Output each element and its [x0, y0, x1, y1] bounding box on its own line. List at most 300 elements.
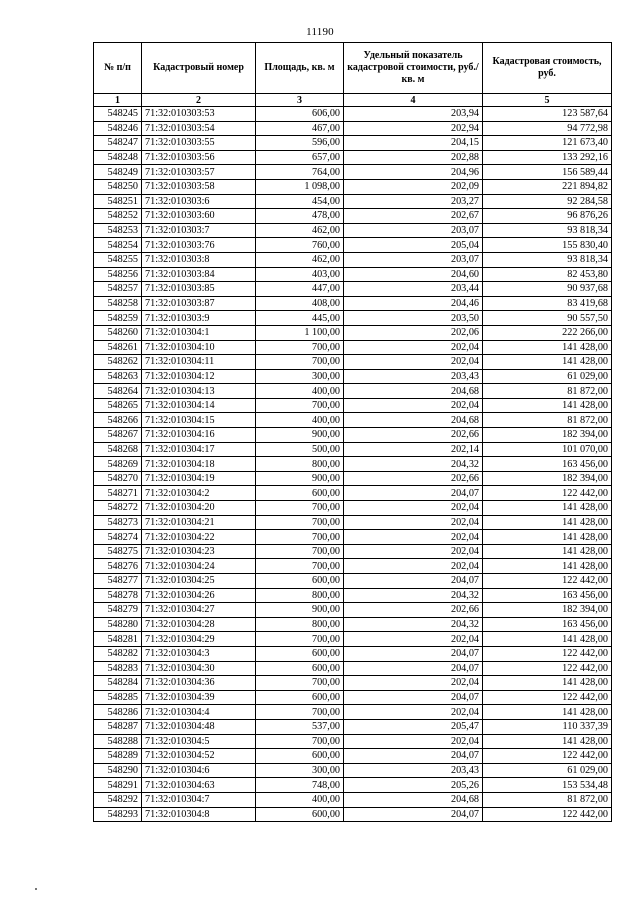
table-row	[94, 501, 612, 516]
cadastral-cost-cell: 141 428,00	[483, 544, 612, 559]
cadastral-number-cell: 71:32:010304:48	[142, 719, 256, 734]
area-cell: 600,00	[256, 749, 344, 764]
table-row	[94, 355, 612, 370]
cadastral-cost-cell: 96 876,26	[483, 209, 612, 224]
cadastral-number-cell: 71:32:010304:2	[142, 486, 256, 501]
table-row	[94, 807, 612, 822]
table-row	[94, 661, 612, 676]
table-row	[94, 267, 612, 282]
cadastral-number-cell: 71:32:010304:4	[142, 705, 256, 720]
area-cell: 700,00	[256, 544, 344, 559]
cadastral-cost-cell: 163 456,00	[483, 588, 612, 603]
row-number-cell: 548269	[94, 457, 142, 472]
specific-cost-rate-cell: 202,04	[344, 501, 483, 516]
cadastral-cost-cell: 182 394,00	[483, 471, 612, 486]
cadastral-number-cell: 71:32:010304:52	[142, 749, 256, 764]
cadastral-number-cell: 71:32:010304:29	[142, 632, 256, 647]
row-number-cell: 548282	[94, 646, 142, 661]
cadastral-cost-cell: 122 442,00	[483, 486, 612, 501]
specific-cost-rate-cell: 202,09	[344, 179, 483, 194]
cadastral-number-cell: 71:32:010304:14	[142, 398, 256, 413]
cadastral-cost-cell: 141 428,00	[483, 632, 612, 647]
area-cell: 454,00	[256, 194, 344, 209]
area-cell: 600,00	[256, 486, 344, 501]
table-row	[94, 413, 612, 428]
cadastral-number-cell: 71:32:010303:8	[142, 252, 256, 267]
table-row	[94, 384, 612, 399]
area-cell: 700,00	[256, 501, 344, 516]
cadastral-cost-cell: 90 937,68	[483, 282, 612, 297]
cadastral-cost-cell: 90 557,50	[483, 311, 612, 326]
specific-cost-rate-cell: 202,14	[344, 442, 483, 457]
specific-cost-rate-cell: 204,07	[344, 574, 483, 589]
specific-cost-rate-cell: 205,26	[344, 778, 483, 793]
specific-cost-rate-cell: 203,07	[344, 252, 483, 267]
cadastral-cost-cell: 82 453,80	[483, 267, 612, 282]
area-cell: 700,00	[256, 676, 344, 691]
row-number-cell: 548264	[94, 384, 142, 399]
column-number: 1	[94, 94, 142, 107]
cadastral-cost-cell: 101 070,00	[483, 442, 612, 457]
cadastral-number-cell: 71:32:010304:5	[142, 734, 256, 749]
table-row	[94, 646, 612, 661]
row-number-cell: 548288	[94, 734, 142, 749]
specific-cost-rate-cell: 202,04	[344, 515, 483, 530]
cadastral-number-cell: 71:32:010304:21	[142, 515, 256, 530]
header-cadastral-number: Кадастровый номер	[142, 43, 256, 94]
cadastral-number-cell: 71:32:010304:36	[142, 676, 256, 691]
cadastral-cost-cell: 122 442,00	[483, 661, 612, 676]
table-row	[94, 603, 612, 618]
cadastral-cost-cell: 92 284,58	[483, 194, 612, 209]
row-number-cell: 548262	[94, 355, 142, 370]
row-number-cell: 548290	[94, 763, 142, 778]
area-cell: 700,00	[256, 705, 344, 720]
table-row	[94, 150, 612, 165]
specific-cost-rate-cell: 202,66	[344, 428, 483, 443]
cadastral-number-cell: 71:32:010304:10	[142, 340, 256, 355]
cadastral-cost-cell: 155 830,40	[483, 238, 612, 253]
header-cadastral-cost: Кадастровая стоимость, руб.	[483, 43, 612, 94]
cadastral-number-cell: 71:32:010304:23	[142, 544, 256, 559]
table-row	[94, 107, 612, 122]
area-cell: 760,00	[256, 238, 344, 253]
cadastral-number-cell: 71:32:010303:55	[142, 136, 256, 151]
cadastral-number-cell: 71:32:010304:6	[142, 763, 256, 778]
cadastral-number-cell: 71:32:010303:6	[142, 194, 256, 209]
area-cell: 596,00	[256, 136, 344, 151]
area-cell: 500,00	[256, 442, 344, 457]
specific-cost-rate-cell: 203,07	[344, 223, 483, 238]
cadastral-cost-cell: 141 428,00	[483, 676, 612, 691]
specific-cost-rate-cell: 202,04	[344, 632, 483, 647]
area-cell: 300,00	[256, 369, 344, 384]
area-cell: 462,00	[256, 223, 344, 238]
area-cell: 900,00	[256, 428, 344, 443]
specific-cost-rate-cell: 203,50	[344, 311, 483, 326]
cadastral-cost-cell: 141 428,00	[483, 398, 612, 413]
table-row	[94, 311, 612, 326]
row-number-cell: 548256	[94, 267, 142, 282]
table-row	[94, 296, 612, 311]
row-number-cell: 548278	[94, 588, 142, 603]
area-cell: 800,00	[256, 588, 344, 603]
cadastral-number-cell: 71:32:010304:15	[142, 413, 256, 428]
table-row	[94, 734, 612, 749]
cadastral-number-cell: 71:32:010304:30	[142, 661, 256, 676]
specific-cost-rate-cell: 203,43	[344, 763, 483, 778]
table-row	[94, 705, 612, 720]
row-number-cell: 548250	[94, 179, 142, 194]
row-number-cell: 548292	[94, 792, 142, 807]
table-row	[94, 676, 612, 691]
specific-cost-rate-cell: 203,44	[344, 282, 483, 297]
table-row	[94, 252, 612, 267]
cadastral-number-cell: 71:32:010303:60	[142, 209, 256, 224]
row-number-cell: 548252	[94, 209, 142, 224]
row-number-cell: 548247	[94, 136, 142, 151]
table-row	[94, 719, 612, 734]
row-number-cell: 548253	[94, 223, 142, 238]
area-cell: 900,00	[256, 471, 344, 486]
cadastral-cost-cell: 122 442,00	[483, 690, 612, 705]
area-cell: 462,00	[256, 252, 344, 267]
specific-cost-rate-cell: 205,47	[344, 719, 483, 734]
cadastral-cost-cell: 141 428,00	[483, 355, 612, 370]
specific-cost-rate-cell: 202,04	[344, 355, 483, 370]
cadastral-number-cell: 71:32:010304:25	[142, 574, 256, 589]
column-number: 4	[344, 94, 483, 107]
specific-cost-rate-cell: 204,46	[344, 296, 483, 311]
cadastral-number-cell: 71:32:010303:58	[142, 179, 256, 194]
area-cell: 408,00	[256, 296, 344, 311]
row-number-cell: 548261	[94, 340, 142, 355]
row-number-cell: 548272	[94, 501, 142, 516]
row-number-cell: 548246	[94, 121, 142, 136]
specific-cost-rate-cell: 204,32	[344, 588, 483, 603]
cadastral-number-cell: 71:32:010304:27	[142, 603, 256, 618]
cadastral-number-cell: 71:32:010304:24	[142, 559, 256, 574]
area-cell: 657,00	[256, 150, 344, 165]
table-row	[94, 340, 612, 355]
row-number-cell: 548293	[94, 807, 142, 822]
cadastral-cost-cell: 122 442,00	[483, 807, 612, 822]
header-row-number: № п/п	[94, 43, 142, 94]
header-area: Площадь, кв. м	[256, 43, 344, 94]
specific-cost-rate-cell: 202,04	[344, 530, 483, 545]
area-cell: 400,00	[256, 792, 344, 807]
cadastral-number-cell: 71:32:010304:18	[142, 457, 256, 472]
table-row	[94, 749, 612, 764]
area-cell: 467,00	[256, 121, 344, 136]
cadastral-cost-cell: 83 419,68	[483, 296, 612, 311]
column-number: 5	[483, 94, 612, 107]
cadastral-number-cell: 71:32:010303:84	[142, 267, 256, 282]
area-cell: 700,00	[256, 632, 344, 647]
area-cell: 478,00	[256, 209, 344, 224]
table-row	[94, 574, 612, 589]
row-number-cell: 548251	[94, 194, 142, 209]
table-row	[94, 223, 612, 238]
column-number: 2	[142, 94, 256, 107]
row-number-cell: 548284	[94, 676, 142, 691]
cadastral-cost-cell: 141 428,00	[483, 340, 612, 355]
area-cell: 1 098,00	[256, 179, 344, 194]
specific-cost-rate-cell: 203,94	[344, 107, 483, 122]
row-number-cell: 548245	[94, 107, 142, 122]
cadastral-number-cell: 71:32:010304:1	[142, 325, 256, 340]
area-cell: 400,00	[256, 384, 344, 399]
table-row	[94, 617, 612, 632]
area-cell: 764,00	[256, 165, 344, 180]
cadastral-number-cell: 71:32:010304:16	[142, 428, 256, 443]
area-cell: 700,00	[256, 515, 344, 530]
table-row	[94, 559, 612, 574]
table-row	[94, 428, 612, 443]
area-cell: 600,00	[256, 574, 344, 589]
row-number-cell: 548255	[94, 252, 142, 267]
area-cell: 400,00	[256, 413, 344, 428]
area-cell: 600,00	[256, 807, 344, 822]
cadastral-cost-cell: 121 673,40	[483, 136, 612, 151]
row-number-cell: 548270	[94, 471, 142, 486]
table-row	[94, 792, 612, 807]
cadastral-cost-cell: 61 029,00	[483, 763, 612, 778]
table-row	[94, 544, 612, 559]
cadastral-cost-cell: 93 818,34	[483, 223, 612, 238]
cadastral-number-cell: 71:32:010304:7	[142, 792, 256, 807]
table-row	[94, 530, 612, 545]
area-cell: 600,00	[256, 661, 344, 676]
cadastral-cost-cell: 81 872,00	[483, 792, 612, 807]
cadastral-cost-cell: 123 587,64	[483, 107, 612, 122]
row-number-cell: 548274	[94, 530, 142, 545]
row-number-cell: 548283	[94, 661, 142, 676]
specific-cost-rate-cell: 204,68	[344, 413, 483, 428]
specific-cost-rate-cell: 204,07	[344, 661, 483, 676]
specific-cost-rate-cell: 202,88	[344, 150, 483, 165]
cadastral-number-cell: 71:32:010304:22	[142, 530, 256, 545]
table-row	[94, 471, 612, 486]
row-number-cell: 548281	[94, 632, 142, 647]
area-cell: 900,00	[256, 603, 344, 618]
cadastral-cost-cell: 163 456,00	[483, 617, 612, 632]
specific-cost-rate-cell: 204,68	[344, 792, 483, 807]
cadastral-cost-cell: 222 266,00	[483, 325, 612, 340]
table-row	[94, 457, 612, 472]
table-row	[94, 763, 612, 778]
specific-cost-rate-cell: 203,27	[344, 194, 483, 209]
cadastral-cost-cell: 122 442,00	[483, 646, 612, 661]
cadastral-number-cell: 71:32:010304:26	[142, 588, 256, 603]
table-row	[94, 136, 612, 151]
area-cell: 800,00	[256, 617, 344, 632]
row-number-cell: 548260	[94, 325, 142, 340]
row-number-cell: 548287	[94, 719, 142, 734]
cadastral-number-cell: 71:32:010303:76	[142, 238, 256, 253]
specific-cost-rate-cell: 202,66	[344, 603, 483, 618]
area-cell: 700,00	[256, 340, 344, 355]
row-number-cell: 548285	[94, 690, 142, 705]
cadastral-number-cell: 71:32:010304:17	[142, 442, 256, 457]
cadastral-cost-cell: 81 872,00	[483, 384, 612, 399]
cadastral-number-cell: 71:32:010304:19	[142, 471, 256, 486]
specific-cost-rate-cell: 202,06	[344, 325, 483, 340]
cadastral-number-cell: 71:32:010303:7	[142, 223, 256, 238]
column-number: 3	[256, 94, 344, 107]
area-cell: 445,00	[256, 311, 344, 326]
row-number-cell: 548254	[94, 238, 142, 253]
specific-cost-rate-cell: 204,32	[344, 457, 483, 472]
area-cell: 800,00	[256, 457, 344, 472]
cadastral-cost-cell: 122 442,00	[483, 749, 612, 764]
row-number-cell: 548277	[94, 574, 142, 589]
table-body	[94, 107, 612, 822]
row-number-cell: 548275	[94, 544, 142, 559]
row-number-cell: 548265	[94, 398, 142, 413]
specific-cost-rate-cell: 202,04	[344, 705, 483, 720]
cadastral-number-cell: 71:32:010303:56	[142, 150, 256, 165]
cadastral-cost-cell: 141 428,00	[483, 705, 612, 720]
cadastral-cost-cell: 153 534,48	[483, 778, 612, 793]
cadastral-number-cell: 71:32:010303:53	[142, 107, 256, 122]
cadastral-cost-cell: 182 394,00	[483, 428, 612, 443]
scan-speck	[35, 888, 37, 890]
specific-cost-rate-cell: 202,04	[344, 340, 483, 355]
row-number-cell: 548291	[94, 778, 142, 793]
area-cell: 700,00	[256, 398, 344, 413]
row-number-cell: 548258	[94, 296, 142, 311]
cadastral-number-cell: 71:32:010304:39	[142, 690, 256, 705]
area-cell: 1 100,00	[256, 325, 344, 340]
cadastral-cost-cell: 141 428,00	[483, 734, 612, 749]
table-row	[94, 179, 612, 194]
area-cell: 447,00	[256, 282, 344, 297]
area-cell: 700,00	[256, 559, 344, 574]
row-number-cell: 548248	[94, 150, 142, 165]
specific-cost-rate-cell: 204,07	[344, 807, 483, 822]
specific-cost-rate-cell: 202,67	[344, 209, 483, 224]
specific-cost-rate-cell: 202,04	[344, 734, 483, 749]
cadastral-number-cell: 71:32:010303:85	[142, 282, 256, 297]
table-row	[94, 238, 612, 253]
specific-cost-rate-cell: 204,07	[344, 486, 483, 501]
cadastral-number-cell: 71:32:010304:12	[142, 369, 256, 384]
area-cell: 700,00	[256, 530, 344, 545]
table-row	[94, 165, 612, 180]
cadastral-value-table	[93, 42, 612, 822]
row-number-cell: 548271	[94, 486, 142, 501]
row-number-cell: 548257	[94, 282, 142, 297]
row-number-cell: 548289	[94, 749, 142, 764]
row-number-cell: 548286	[94, 705, 142, 720]
specific-cost-rate-cell: 204,68	[344, 384, 483, 399]
table-row	[94, 442, 612, 457]
specific-cost-rate-cell: 202,04	[344, 398, 483, 413]
cadastral-cost-cell: 141 428,00	[483, 559, 612, 574]
row-number-cell: 548249	[94, 165, 142, 180]
specific-cost-rate-cell: 204,96	[344, 165, 483, 180]
row-number-cell: 548280	[94, 617, 142, 632]
cadastral-cost-cell: 163 456,00	[483, 457, 612, 472]
table-row	[94, 282, 612, 297]
specific-cost-rate-cell: 202,04	[344, 676, 483, 691]
table-row	[94, 632, 612, 647]
cadastral-number-cell: 71:32:010304:11	[142, 355, 256, 370]
row-number-cell: 548259	[94, 311, 142, 326]
cadastral-number-cell: 71:32:010303:9	[142, 311, 256, 326]
cadastral-cost-cell: 141 428,00	[483, 530, 612, 545]
cadastral-cost-cell: 221 894,82	[483, 179, 612, 194]
area-cell: 537,00	[256, 719, 344, 734]
area-cell: 700,00	[256, 734, 344, 749]
table-row	[94, 486, 612, 501]
cadastral-number-cell: 71:32:010303:57	[142, 165, 256, 180]
specific-cost-rate-cell: 204,32	[344, 617, 483, 632]
specific-cost-rate-cell: 204,15	[344, 136, 483, 151]
cadastral-number-cell: 71:32:010304:13	[142, 384, 256, 399]
table-row	[94, 209, 612, 224]
area-cell: 700,00	[256, 355, 344, 370]
cadastral-number-cell: 71:32:010303:54	[142, 121, 256, 136]
row-number-cell: 548276	[94, 559, 142, 574]
specific-cost-rate-cell: 202,94	[344, 121, 483, 136]
cadastral-number-cell: 71:32:010304:3	[142, 646, 256, 661]
row-number-cell: 548279	[94, 603, 142, 618]
area-cell: 403,00	[256, 267, 344, 282]
cadastral-cost-cell: 182 394,00	[483, 603, 612, 618]
cadastral-number-cell: 71:32:010304:28	[142, 617, 256, 632]
table-row	[94, 778, 612, 793]
cadastral-cost-cell: 93 818,34	[483, 252, 612, 267]
area-cell: 748,00	[256, 778, 344, 793]
column-number-row	[94, 94, 612, 107]
area-cell: 606,00	[256, 107, 344, 122]
cadastral-cost-cell: 94 772,98	[483, 121, 612, 136]
cadastral-cost-cell: 141 428,00	[483, 515, 612, 530]
specific-cost-rate-cell: 204,07	[344, 690, 483, 705]
specific-cost-rate-cell: 204,60	[344, 267, 483, 282]
table-row	[94, 690, 612, 705]
specific-cost-rate-cell: 202,66	[344, 471, 483, 486]
row-number-cell: 548266	[94, 413, 142, 428]
cadastral-number-cell: 71:32:010304:63	[142, 778, 256, 793]
specific-cost-rate-cell: 205,04	[344, 238, 483, 253]
page-number: 11190	[306, 26, 334, 38]
cadastral-number-cell: 71:32:010303:87	[142, 296, 256, 311]
table-row	[94, 398, 612, 413]
cadastral-cost-cell: 141 428,00	[483, 501, 612, 516]
table-row	[94, 121, 612, 136]
table-row	[94, 369, 612, 384]
specific-cost-rate-cell: 202,04	[344, 559, 483, 574]
table-row	[94, 194, 612, 209]
area-cell: 600,00	[256, 646, 344, 661]
cadastral-cost-cell: 110 337,39	[483, 719, 612, 734]
row-number-cell: 548267	[94, 428, 142, 443]
area-cell: 600,00	[256, 690, 344, 705]
table-row	[94, 588, 612, 603]
specific-cost-rate-cell: 204,07	[344, 749, 483, 764]
row-number-cell: 548273	[94, 515, 142, 530]
table-row	[94, 515, 612, 530]
cadastral-cost-cell: 156 589,44	[483, 165, 612, 180]
cadastral-cost-cell: 61 029,00	[483, 369, 612, 384]
cadastral-cost-cell: 122 442,00	[483, 574, 612, 589]
specific-cost-rate-cell: 203,43	[344, 369, 483, 384]
area-cell: 300,00	[256, 763, 344, 778]
row-number-cell: 548268	[94, 442, 142, 457]
